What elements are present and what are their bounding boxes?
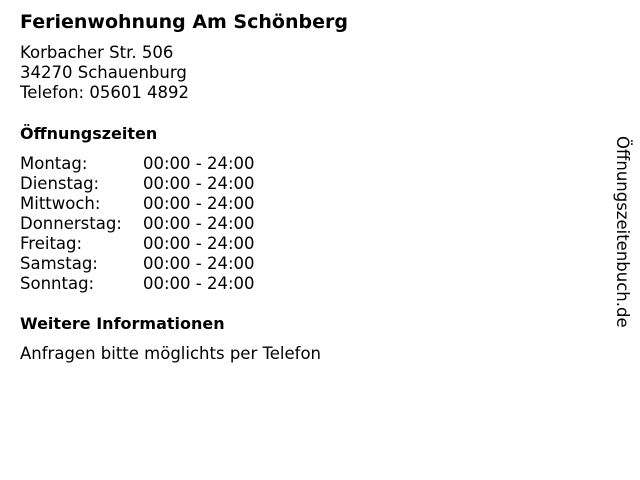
day-label: Donnerstag: [20, 214, 122, 233]
site-brand-label: Öffnungszeitenbuch.de [613, 136, 632, 328]
hours-row-sunday [20, 274, 255, 294]
further-info-text: Anfragen bitte möglichts per Telefon [20, 344, 321, 363]
opening-hours-heading: Öffnungszeiten [20, 124, 158, 143]
business-name: Ferienwohnung Am Schönberg [20, 11, 348, 33]
city-address: 34270 Schauenburg [20, 63, 187, 82]
hours-value: 00:00 - 24:00 [143, 194, 255, 213]
hours-value: 00:00 - 24:00 [143, 274, 255, 293]
hours-value: 00:00 - 24:00 [143, 214, 255, 233]
hours-row-saturday [20, 254, 255, 274]
hours-value: 00:00 - 24:00 [143, 254, 255, 273]
hours-row-friday [20, 234, 255, 254]
hours-row-thursday [20, 214, 255, 234]
further-info-heading: Weitere Informationen [20, 314, 225, 333]
hours-row-monday [20, 154, 255, 174]
address-block [20, 43, 189, 103]
phone-number: Telefon: 05601 4892 [20, 83, 190, 102]
day-label: Montag: [20, 154, 88, 173]
day-label: Freitag: [20, 234, 83, 253]
day-label: Sonntag: [20, 274, 95, 293]
hours-row-wednesday [20, 194, 255, 214]
day-label: Samstag: [20, 254, 98, 273]
hours-value: 00:00 - 24:00 [143, 154, 255, 173]
day-label: Mittwoch: [20, 194, 101, 213]
hours-row-tuesday [20, 174, 255, 194]
street-address: Korbacher Str. 506 [20, 43, 174, 62]
hours-value: 00:00 - 24:00 [143, 234, 255, 253]
hours-value: 00:00 - 24:00 [143, 174, 255, 193]
day-label: Dienstag: [20, 174, 100, 193]
opening-hours-table [20, 154, 255, 294]
